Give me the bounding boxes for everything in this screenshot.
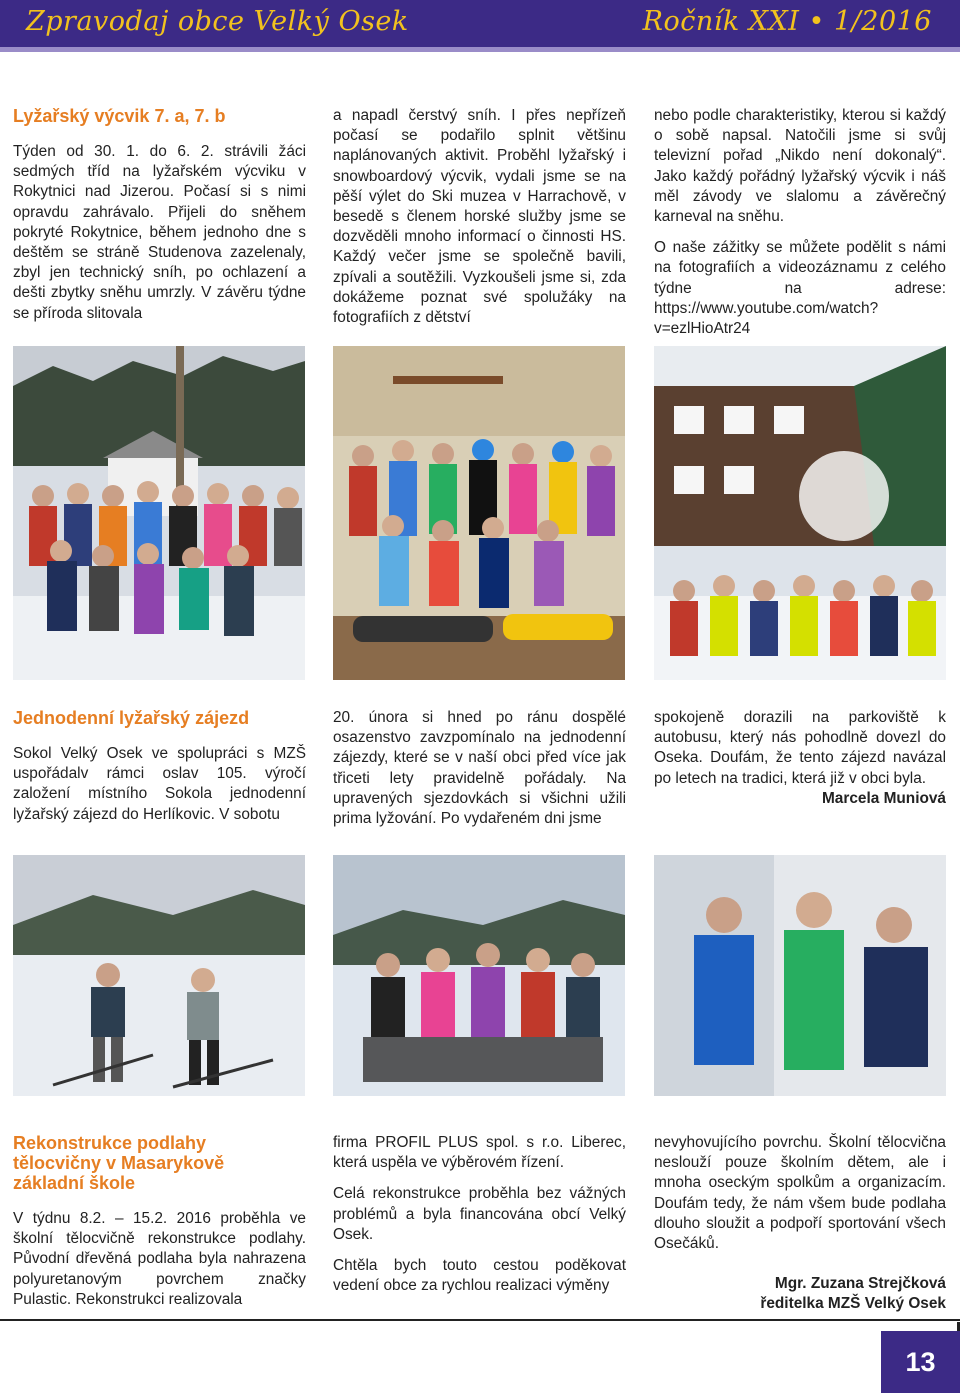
section2-text-2: 20. února si hned po ránu dospělé osazenstvo zavzpomínalo na jednodenní zájezdy, které se v naší obci před více jak třiceti lety pravidelně pořádaly. Na upravených sjezdovkách si všichni užili prima lyžování. Po vydařeném dni jsme (333, 709, 626, 828)
section2-text-1: Sokol Velký Osek ve spolupráci s MZŠ uspořádalv rámci oslav 105. výročí založení místního Sokola jednodenní lyžařský zájezd do Herlíkovic. V sobotu (13, 745, 306, 823)
section2-col1 (13, 708, 306, 825)
section3-text-3: nevyhovujícího povrchu. Školní tělocvična neslouží pouze školním dětem, ale i mnoha oseckým spolkům a organizacím. Doufám tedy, že nám všem bude podlaha dlouho sloužit a podpoří sportování všech Osečáků. (654, 1134, 946, 1253)
section2-signature: Marcela Muniová (821, 789, 946, 807)
section1-col1 (13, 106, 306, 324)
section3-signature-title: ředitelka MZŠ Velký Osek (760, 1295, 946, 1313)
issue-label: Ročník XXI • 1/2016 (642, 6, 932, 37)
section3-text-2a: firma PROFIL PLUS spol. s r.o. Liberec, která uspěla ve výběrovém řízení. (333, 1134, 626, 1172)
section3-col1 (13, 1133, 306, 1310)
page-number: 13 (881, 1331, 960, 1393)
section1-title: Lyžařský výcvik 7. a, 7. b (13, 106, 226, 126)
section3-text-1: V týdnu 8.2. – 15.2. 2016 proběhla ve školní tělocvičně rekonstrukce podlahy. Původní dřevěná podlaha byla nahrazena polyuretanovým povrchem značky Pulastic. Rekonstrukci realizovala (13, 1210, 306, 1308)
section1-text-1: Týden od 30. 1. do 6. 2. strávili žáci sedmých tříd na lyžařském výcviku v Rokytnici nad Jizerou. Počasí si s nimi opravdu zahrávalo. Přijeli do sněhem pokryté Rokytnice, během jednoho dne s deštěm se stráně Studenova zazelenaly, zbyl jen technický sníh, po ochlazení a dešti zbytky sněhu umrzly. V závěru týdne se příroda slitovala (13, 143, 306, 322)
footer-rule (0, 1319, 960, 1321)
page-header (0, 0, 960, 47)
section2-col2 (333, 708, 626, 829)
section1-col3 (654, 106, 946, 339)
section3-text-2b: Celá rekonstrukce proběhla bez vážných problémů a byla financována obcí Velký Osek. (333, 1185, 626, 1243)
section2-col3 (654, 708, 946, 809)
photo-snow-lodge (654, 346, 946, 680)
section3-col2 (333, 1133, 626, 1296)
photo-ski-couple (13, 855, 305, 1096)
photo-ski-kids (654, 855, 946, 1096)
section3-title: Rekonstrukce podlahy tělocvičny v Masarykově základní škole (13, 1133, 225, 1193)
section3-signature-name: Mgr. Zuzana Strejčková (774, 1275, 946, 1293)
section1-text-2: a napadl čerstvý sníh. I přes nepřízeň počasí se podařilo splnit většinu naplánovaných aktivit. Proběhl lyžařský i snowboardový výcvik, vydali jsme se na pěší výlet do Ski muzea v Harrachově, v besedě s členem horské služby jsme se dozvěděli mnoho informací o činnosti HS. Každý večer jsme se společně bavili, zpívali a soutěžili. Vyzkoušeli jsme si, zda dokážeme poznat své spolužáky na fotografiích z dětství (333, 107, 626, 327)
section2-title: Jednodenní lyžařský zájezd (13, 708, 250, 728)
header-divider (0, 47, 960, 52)
section3-col3 (654, 1133, 946, 1315)
photo-carnival-party (333, 346, 625, 680)
section1-text-3b: O naše zážitky se můžete podělit s námi na fotografiích a videozáznamu z celého týdne na adrese: https://www.youtube.com/watch?v=ezlHioAtr24 (654, 239, 946, 338)
photo-group-snow-mountain (13, 346, 305, 680)
section1-col2 (333, 106, 626, 328)
section2-text-3: spokojeně dorazili na parkoviště k autobusu, který nás pohodlně dovezl do Oseka. Doufám, že tento zájezd navázal po letech na tradici, která již v obci byla. (654, 709, 946, 787)
section3-text-2c: Chtěla bych touto cestou poděkovat vedení obce za rychlou realizaci výměny (333, 1257, 626, 1295)
newsletter-title: Zpravodaj obce Velký Osek (26, 6, 409, 37)
photo-ski-group (333, 855, 625, 1096)
section1-text-3a: nebo podle charakteristiky, kterou si každý o sobě napsal. Natočili jsme si svůj televizní pořad „Nikdo není dokonalý“. Jako každý pořádný lyžařský výcvik i náš měl závody ve slalomu a závěrečný karneval na sněhu. (654, 107, 946, 226)
